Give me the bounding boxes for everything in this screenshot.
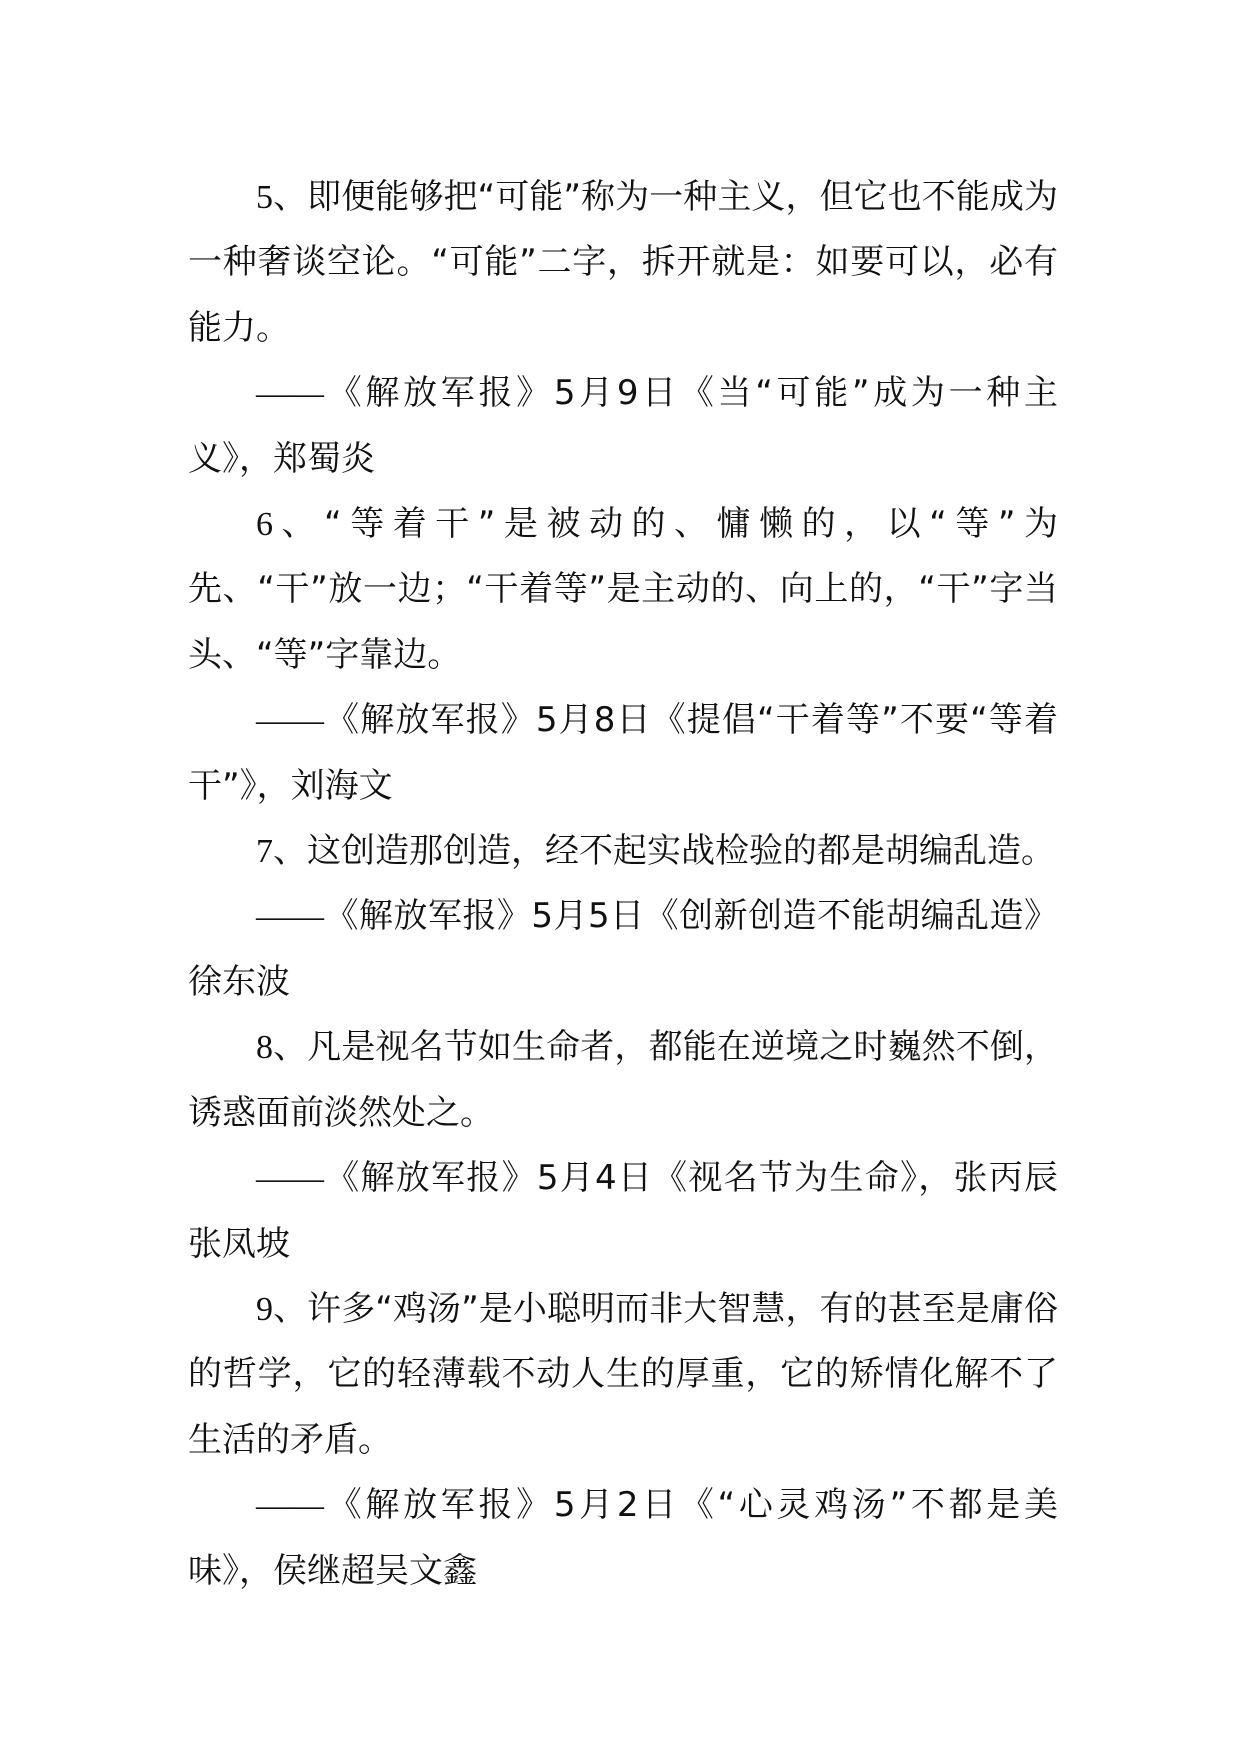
citation-dash: —— [256, 898, 324, 936]
quote-paragraph-9 [188, 1277, 1058, 1473]
source-citation-5 [188, 361, 1058, 492]
quote-text: 、许多“鸡汤”是小聪明而非大智慧，有的甚至是庸俗的哲学，它的轻薄载不动人生的厚重，它的矫情化解不了生活的矛盾。 [188, 1288, 1058, 1460]
quote-number: 6 [256, 506, 273, 544]
quote-number: 9 [256, 1290, 273, 1328]
quote-paragraph-8 [188, 1015, 1058, 1146]
quote-text: 、即便能够把“可能”称为一种主义，但它也不能成为一种奢谈空论。“可能”二字，拆开就是：如要可以，必有能力。 [188, 177, 1058, 348]
source-citation-9 [188, 1473, 1058, 1604]
citation-text: 《解放军报》5月8日《提倡“干着等”不要“等着干”》，刘海文 [188, 700, 1058, 806]
source-citation-6 [188, 688, 1058, 819]
document-body [188, 165, 1058, 1604]
citation-text: 《解放军报》5月2日《“心灵鸡汤”不都是美味》，侯继超吴文鑫 [188, 1485, 1058, 1591]
citation-dash: —— [256, 1160, 324, 1198]
quote-number: 8 [256, 1029, 273, 1067]
source-citation-7 [188, 884, 1058, 1015]
quote-text: 、“等着干”是被动的、慵懒的，以“等”为先、“干”放一边；“干着等”是主动的、向上的，“干”字当头、“等”字靠边。 [188, 504, 1058, 675]
quote-number: 7 [256, 833, 273, 871]
citation-dash: —— [256, 375, 324, 413]
quote-paragraph-6 [188, 492, 1058, 688]
source-citation-8 [188, 1146, 1058, 1277]
quote-number: 5 [256, 179, 273, 216]
quote-text: 、凡是视名节如生命者，都能在逆境之时巍然不倒，诱惑面前淡然处之。 [188, 1027, 1058, 1133]
citation-text: 《解放军报》5月9日《当“可能”成为一种主义》，郑蜀炎 [188, 373, 1058, 479]
citation-dash: —— [256, 1487, 324, 1525]
citation-dash: —— [256, 702, 324, 740]
citation-text: 《解放军报》5月4日《视名节为生命》，张丙辰张凤坡 [188, 1158, 1058, 1264]
quote-paragraph-5 [188, 165, 1058, 361]
citation-text: 《解放军报》5月5日《创新创造不能胡编乱造》徐东波 [188, 896, 1058, 1002]
quote-paragraph-7 [188, 819, 1058, 884]
quote-text: 、这创造那创造，经不起实战检验的都是胡编乱造。 [273, 831, 1055, 872]
